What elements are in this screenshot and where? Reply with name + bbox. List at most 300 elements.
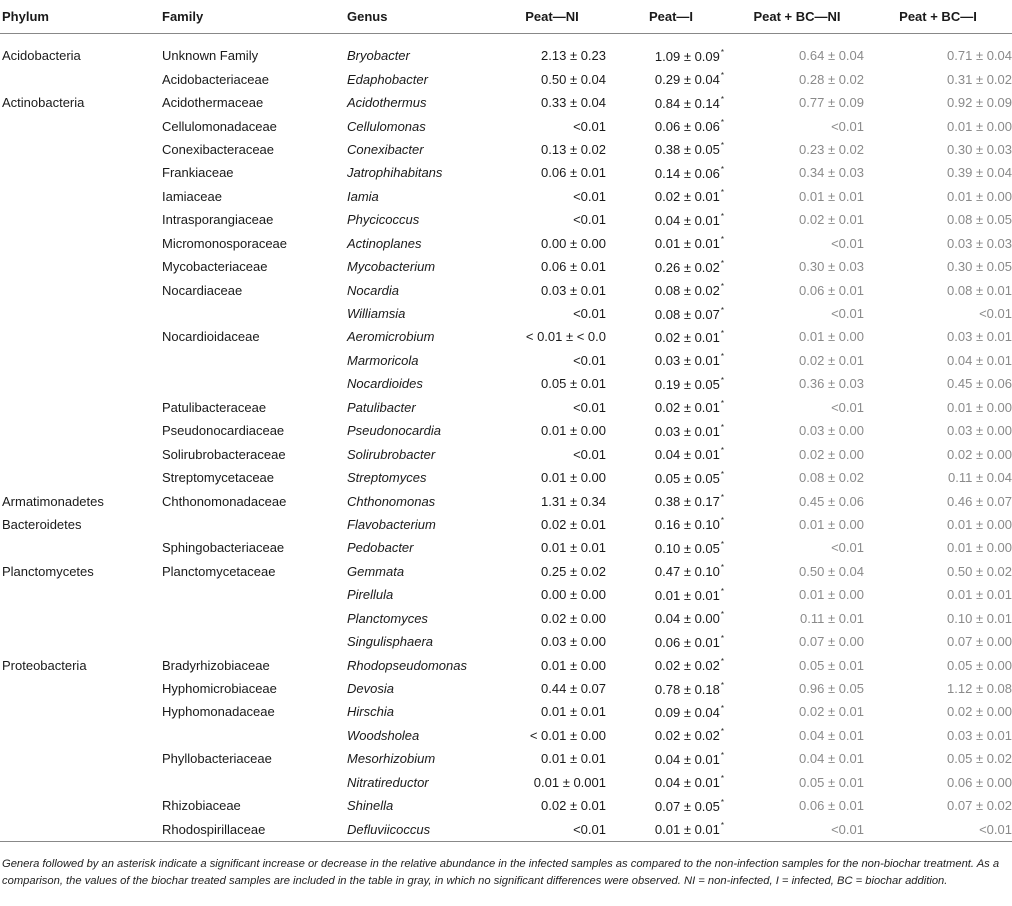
peat-i-cell: 0.10 ± 0.05* [654,539,724,556]
phylum-cell [0,278,162,301]
peat-i-cell: 0.02 ± 0.01* [654,399,724,416]
peat-bc-ni-cell: 0.01 ± 0.00 [799,329,864,345]
peat-i-cell: 0.38 ± 0.05* [654,141,724,158]
peat-i-cell: 0.01 ± 0.01* [654,586,724,603]
peat-ni-cell: 0.01 ± 0.001 [533,774,606,790]
phylum-cell [0,114,162,137]
phylum-cell [0,442,162,465]
peat-i-cell: 0.01 ± 0.01* [654,235,724,252]
peat-bc-ni-cell: 0.28 ± 0.02 [799,71,864,87]
phylum-cell [0,747,162,770]
genus-cell: Aeromicrobium [347,329,435,345]
table-row [0,536,1012,559]
peat-bc-i-cell: 0.10 ± 0.01 [947,610,1012,626]
significance-asterisk: * [720,47,724,57]
family-cell: Streptomycetaceae [162,470,275,486]
phylum-cell [0,771,162,794]
peat-ni-cell: 0.03 ± 0.01 [541,282,606,298]
genus-cell: Bryobacter [347,48,410,64]
peat-bc-i-cell: 0.02 ± 0.00 [947,704,1012,720]
significance-asterisk: * [720,282,724,292]
phylum-cell [0,536,162,559]
genus-cell: Mesorhizobium [347,751,436,767]
peat-i-cell: 1.09 ± 0.09* [654,47,724,64]
phylum-cell: Armatimonadetes [2,493,104,509]
phylum-cell [0,349,162,372]
phylum-cell [0,583,162,606]
table-row [0,513,1012,536]
significance-asterisk: * [720,563,724,573]
peat-bc-i-cell: 0.31 ± 0.02 [947,71,1012,87]
significance-asterisk: * [720,633,724,643]
peat-ni-cell: <0.01 [573,118,606,134]
phylum-cell [0,817,162,841]
peat-i-cell: 0.29 ± 0.04* [654,71,724,88]
table-row [0,419,1012,442]
peat-bc-ni-cell: 0.02 ± 0.01 [799,212,864,228]
peat-bc-i-cell: 0.08 ± 0.01 [947,282,1012,298]
peat-bc-ni-cell: 0.08 ± 0.02 [799,470,864,486]
peat-bc-i-cell: 0.07 ± 0.00 [947,634,1012,650]
peat-bc-ni-cell: 0.01 ± 0.01 [799,188,864,204]
peat-ni-cell: 0.00 ± 0.00 [541,587,606,603]
significance-asterisk: * [720,727,724,737]
peat-i-cell: 0.08 ± 0.02* [654,282,724,299]
peat-bc-i-cell: 0.92 ± 0.09 [947,95,1012,111]
peat-bc-ni-cell: 0.02 ± 0.01 [799,352,864,368]
significance-asterisk: * [720,328,724,338]
peat-i-cell: 0.19 ± 0.05* [654,375,724,392]
significance-asterisk: * [720,211,724,221]
peat-bc-ni-cell: 0.07 ± 0.00 [799,634,864,650]
genus-cell: Nocardia [347,282,400,298]
peat-bc-i-cell: 0.07 ± 0.02 [947,798,1012,814]
peat-i-cell: 0.02 ± 0.02* [654,657,724,674]
family-cell: Conexibacteraceae [162,141,275,157]
genus-cell: Hirschia [347,704,394,720]
peat-ni-cell: 0.01 ± 0.01 [541,751,606,767]
significance-asterisk: * [720,141,724,151]
peat-i-cell: 0.07 ± 0.05* [654,797,724,814]
phylum-cell [0,724,162,747]
peat-i-cell: 0.08 ± 0.07* [654,305,724,322]
peat-i-cell: 0.14 ± 0.06* [654,164,724,181]
peat-bc-i-cell: <0.01 [864,817,1012,841]
peat-ni-cell: <0.01 [573,446,606,462]
genus-cell: Jatrophihabitans [347,165,443,181]
genus-cell: Acidothermus [347,95,427,111]
family-cell: Sphingobacteriaceae [162,540,285,556]
genus-cell: Rhodopseudomonas [347,657,467,673]
peat-bc-ni-cell: 0.34 ± 0.03 [799,165,864,181]
peat-i-cell: 0.78 ± 0.18* [654,680,724,697]
genus-cell: Cellulomonas [347,118,426,134]
peat-ni-cell: 0.50 ± 0.04 [541,71,606,87]
table-row [0,747,1012,770]
significance-asterisk: * [720,422,724,432]
peat-bc-i-cell: 0.30 ± 0.05 [947,259,1012,275]
significance-asterisk: * [720,774,724,784]
peat-bc-ni-cell: <0.01 [831,399,864,415]
peat-ni-cell: 1.31 ± 0.34 [541,493,606,509]
peat-ni-cell: 0.00 ± 0.00 [541,235,606,251]
family-cell: Nocardiaceae [162,282,243,298]
table-row [0,794,1012,817]
significance-asterisk: * [720,235,724,245]
peat-ni-cell: 0.13 ± 0.02 [541,141,606,157]
table-row [0,372,1012,395]
peat-bc-i-cell: 0.03 ± 0.01 [947,329,1012,345]
table-row [0,489,1012,512]
peat-ni-cell: 0.25 ± 0.02 [541,563,606,579]
family-cell: Bradyrhizobiaceae [162,657,270,673]
family-cell: Unknown Family [162,48,259,64]
header-row [0,0,1012,34]
table-row [0,653,1012,676]
peat-i-cell: 0.05 ± 0.05* [654,469,724,486]
peat-ni-cell: < 0.01 ± < 0.0 [525,329,606,345]
peat-ni-cell: 0.02 ± 0.00 [541,610,606,626]
genus-cell: Patulibacter [347,399,416,415]
family-cell [162,724,347,747]
table-row [0,44,1012,67]
genus-cell: Devosia [347,681,394,697]
table-row [0,67,1012,90]
peat-i-cell: 0.38 ± 0.17* [654,493,724,510]
peat-ni-cell: 0.01 ± 0.00 [541,470,606,486]
family-cell: Hyphomonadaceae [162,704,275,720]
header-peat-ni: Peat—NI [492,0,612,34]
table-row [0,208,1012,231]
header-peat-bc-ni: Peat + BC—NI [730,0,864,34]
family-cell: Patulibacteraceae [162,399,267,415]
genus-cell: Shinella [347,798,394,814]
phylum-cell [0,232,162,255]
peat-bc-ni-cell: 0.96 ± 0.05 [799,681,864,697]
table-footnote: Genera followed by an asterisk indicate a significant increase or decrease in the relative abundance in the infected samples as compared to the non-infection samples for the non-biochar treatment. As a comparison, the values of the biochar treated samples are included in the table in gray, in which no significant differences were observed. NI = non-infected, I = infected, BC = biochar addition. [2,858,1000,887]
phylum-cell [0,794,162,817]
significance-asterisk: * [720,258,724,268]
genus-cell: Iamia [347,188,379,204]
genus-cell: Nocardioides [347,376,423,392]
significance-asterisk: * [720,118,724,128]
genus-cell: Actinoplanes [347,235,422,251]
peat-bc-i-cell: 0.01 ± 0.00 [947,399,1012,415]
family-cell: Mycobacteriaceae [162,259,268,275]
phylum-cell [0,372,162,395]
family-cell: Micromonosporaceae [162,235,288,251]
genus-cell: Edaphobacter [347,71,428,87]
peat-bc-ni-cell: 0.04 ± 0.01 [799,727,864,743]
genus-cell: Singulisphaera [347,634,434,650]
peat-bc-ni-cell: 0.36 ± 0.03 [799,376,864,392]
genus-cell: Chthonomonas [347,493,436,509]
peat-ni-cell: 2.13 ± 0.23 [541,48,606,64]
family-cell [162,372,347,395]
family-cell: Frankiaceae [162,165,234,181]
header-peat-bc-i: Peat + BC—I [864,0,1012,34]
peat-ni-cell: 0.01 ± 0.01 [541,704,606,720]
phylum-cell [0,677,162,700]
peat-ni-cell: 0.06 ± 0.01 [541,259,606,275]
peat-bc-ni-cell: 0.45 ± 0.06 [799,493,864,509]
peat-bc-ni-cell: 0.01 ± 0.00 [799,587,864,603]
phylum-cell [0,138,162,161]
significance-asterisk: * [720,164,724,174]
table-body [0,34,1012,842]
table-row [0,724,1012,747]
peat-bc-ni-cell: <0.01 [831,118,864,134]
table-row [0,700,1012,723]
table-row [0,185,1012,208]
peat-i-cell: 0.04 ± 0.01* [654,750,724,767]
table-row [0,771,1012,794]
peat-ni-cell: <0.01 [573,399,606,415]
phylum-cell [0,255,162,278]
peat-bc-ni-cell: 0.64 ± 0.04 [799,48,864,64]
table-row [0,302,1012,325]
peat-bc-i-cell: 0.04 ± 0.01 [947,352,1012,368]
genus-cell: Defluviicoccus [347,817,492,841]
peat-i-cell: 0.03 ± 0.01* [654,352,724,369]
peat-bc-ni-cell: 0.23 ± 0.02 [799,141,864,157]
family-cell [162,513,347,536]
peat-i-cell: 0.02 ± 0.02* [654,727,724,744]
peat-bc-i-cell: 0.01 ± 0.01 [947,587,1012,603]
peat-bc-ni-cell: <0.01 [831,306,864,322]
family-cell [162,583,347,606]
peat-i-cell: 0.02 ± 0.01* [654,188,724,205]
peat-i-cell: 0.02 ± 0.01* [654,328,724,345]
peat-bc-ni-cell: <0.01 [831,235,864,251]
genus-cell: Mycobacterium [347,259,436,275]
family-cell: Solirubrobacteraceae [162,446,286,462]
peat-ni-cell: 0.03 ± 0.00 [541,634,606,650]
family-cell: Rhizobiaceae [162,798,241,814]
significance-asterisk: * [720,797,724,807]
peat-bc-i-cell: 0.02 ± 0.00 [947,446,1012,462]
table-row [0,630,1012,653]
peat-bc-ni-cell: 0.04 ± 0.01 [799,751,864,767]
genus-cell: Gemmata [347,563,405,579]
significance-asterisk: * [720,516,724,526]
family-cell: Rhodospirillaceae [162,817,347,841]
genus-cell: Pirellula [347,587,394,603]
family-cell [162,302,347,325]
genus-cell: Woodsholea [347,727,420,743]
peat-ni-cell: 0.01 ± 0.00 [541,657,606,673]
phylum-cell [0,396,162,419]
peat-i-cell: 0.04 ± 0.01* [654,211,724,228]
peat-bc-i-cell: 0.03 ± 0.00 [947,423,1012,439]
peat-bc-ni-cell: <0.01 [730,817,864,841]
significance-asterisk: * [720,586,724,596]
peat-bc-ni-cell: 0.01 ± 0.00 [799,516,864,532]
family-cell: Pseudonocardiaceae [162,423,285,439]
family-cell: Hyphomicrobiaceae [162,681,277,697]
peat-bc-ni-cell: 0.02 ± 0.00 [799,446,864,462]
phylum-cell: Actinobacteria [2,95,85,111]
phylum-cell [0,630,162,653]
table-row [0,817,1012,841]
peat-bc-ni-cell: 0.05 ± 0.01 [799,657,864,673]
peat-bc-i-cell: 0.05 ± 0.02 [947,751,1012,767]
peat-bc-i-cell: 0.01 ± 0.00 [947,516,1012,532]
peat-ni-cell: <0.01 [573,188,606,204]
peat-bc-i-cell: 0.01 ± 0.00 [947,540,1012,556]
table-row [0,607,1012,630]
peat-ni-cell: <0.01 [573,306,606,322]
table-row [0,161,1012,184]
family-cell: Nocardioidaceae [162,329,260,345]
family-cell: Planctomycetaceae [162,563,276,579]
significance-asterisk: * [720,821,724,831]
family-cell [162,771,347,794]
significance-asterisk: * [720,539,724,549]
table-row [0,91,1012,114]
significance-asterisk: * [720,188,724,198]
table-row [0,396,1012,419]
table-row [0,466,1012,489]
peat-bc-i-cell: 0.46 ± 0.07 [947,493,1012,509]
family-cell [162,630,347,653]
peat-bc-i-cell: 0.50 ± 0.02 [947,563,1012,579]
header-family: Family [162,0,347,34]
peat-bc-i-cell: 0.06 ± 0.00 [947,774,1012,790]
peat-i-cell: 0.01 ± 0.01* [612,817,730,841]
significance-asterisk: * [720,305,724,315]
peat-bc-i-cell: 0.03 ± 0.03 [947,235,1012,251]
significance-asterisk: * [720,680,724,690]
family-cell: Intrasporangiaceae [162,212,274,228]
header-genus: Genus [347,0,492,34]
peat-i-cell: 0.09 ± 0.04* [654,703,724,720]
family-cell [162,349,347,372]
significance-asterisk: * [720,750,724,760]
peat-i-cell: 0.26 ± 0.02* [654,258,724,275]
peat-ni-cell: <0.01 [573,212,606,228]
peat-bc-i-cell: 0.11 ± 0.04 [948,470,1012,486]
phylum-cell [0,161,162,184]
phylum-cell [0,185,162,208]
peat-bc-i-cell: 0.30 ± 0.03 [947,141,1012,157]
peat-ni-cell: 0.01 ± 0.01 [541,540,606,556]
peat-i-cell: 0.03 ± 0.01* [654,422,724,439]
phylum-cell: Acidobacteria [2,48,81,64]
header-phylum: Phylum [0,0,162,34]
phylum-cell [0,302,162,325]
peat-bc-i-cell: 1.12 ± 0.08 [947,681,1012,697]
family-cell: Chthonomonadaceae [162,493,287,509]
table-row [0,232,1012,255]
genus-cell: Pseudonocardia [347,423,441,439]
genus-cell: Phycicoccus [347,212,420,228]
peat-ni-cell: 0.01 ± 0.00 [541,423,606,439]
phylum-cell [0,700,162,723]
table-row [0,255,1012,278]
genus-cell: Flavobacterium [347,516,436,532]
significance-asterisk: * [720,703,724,713]
phylum-cell: Bacteroidetes [2,516,82,532]
significance-asterisk: * [720,469,724,479]
peat-bc-ni-cell: 0.03 ± 0.00 [799,423,864,439]
family-cell: Acidothermaceae [162,95,264,111]
peat-ni-cell: 0.33 ± 0.04 [541,95,606,111]
significance-asterisk: * [720,71,724,81]
peat-bc-i-cell: 0.01 ± 0.00 [947,118,1012,134]
peat-bc-i-cell: 0.03 ± 0.01 [947,727,1012,743]
genus-cell: Pedobacter [347,540,414,556]
header-peat-i: Peat—I [612,0,730,34]
phylum-cell [0,208,162,231]
peat-bc-ni-cell: 0.05 ± 0.01 [799,774,864,790]
significance-asterisk: * [720,352,724,362]
peat-ni-cell: 0.44 ± 0.07 [541,681,606,697]
peat-bc-ni-cell: 0.06 ± 0.01 [799,282,864,298]
peat-i-cell: 0.04 ± 0.00* [654,610,724,627]
genus-cell: Conexibacter [347,141,424,157]
table-row [0,677,1012,700]
peat-bc-ni-cell: 0.06 ± 0.01 [799,798,864,814]
peat-i-cell: 0.47 ± 0.10* [654,563,724,580]
peat-i-cell: 0.06 ± 0.06* [654,118,724,135]
genus-cell: Streptomyces [347,470,427,486]
table-row [0,138,1012,161]
table-row [0,583,1012,606]
family-cell: Cellulomonadaceae [162,118,277,134]
family-cell: Acidobacteriaceae [162,71,269,87]
table-row [0,560,1012,583]
significance-asterisk: * [720,446,724,456]
phylum-cell: Planctomycetes [2,563,94,579]
peat-bc-i-cell: <0.01 [979,306,1012,322]
phylum-cell [0,466,162,489]
genus-cell: Solirubrobacter [347,446,436,462]
peat-i-cell: 0.06 ± 0.01* [654,633,724,650]
genus-cell: Nitratireductor [347,774,429,790]
significance-asterisk: * [720,657,724,667]
peat-bc-i-cell: 0.08 ± 0.05 [947,212,1012,228]
family-cell: Phyllobacteriaceae [162,751,272,767]
family-cell: Iamiaceae [162,188,222,204]
peat-bc-ni-cell: <0.01 [831,540,864,556]
table-row [0,349,1012,372]
peat-bc-ni-cell: 0.77 ± 0.09 [799,95,864,111]
peat-bc-ni-cell: 0.02 ± 0.01 [799,704,864,720]
peat-bc-i-cell: 0.71 ± 0.04 [947,48,1012,64]
peat-ni-cell: < 0.01 ± 0.00 [529,727,606,743]
peat-i-cell: 0.04 ± 0.01* [654,774,724,791]
peat-ni-cell: 0.06 ± 0.01 [541,165,606,181]
significance-asterisk: * [720,610,724,620]
genus-cell: Williamsia [347,306,406,322]
peat-ni-cell: 0.02 ± 0.01 [541,516,606,532]
peat-bc-ni-cell: 0.11 ± 0.01 [800,610,864,626]
spacer-row [0,34,1012,45]
peat-bc-i-cell: 0.45 ± 0.06 [947,376,1012,392]
peat-bc-ni-cell: 0.30 ± 0.03 [799,259,864,275]
significance-asterisk: * [720,94,724,104]
table-row [0,325,1012,348]
genus-cell: Marmoricola [347,352,419,368]
phylum-cell: Proteobacteria [2,657,87,673]
table-row [0,278,1012,301]
peat-bc-i-cell: 0.05 ± 0.00 [947,657,1012,673]
phylum-cell [0,607,162,630]
peat-bc-i-cell: 0.39 ± 0.04 [947,165,1012,181]
peat-bc-ni-cell: 0.50 ± 0.04 [799,563,864,579]
peat-i-cell: 0.04 ± 0.01* [654,446,724,463]
